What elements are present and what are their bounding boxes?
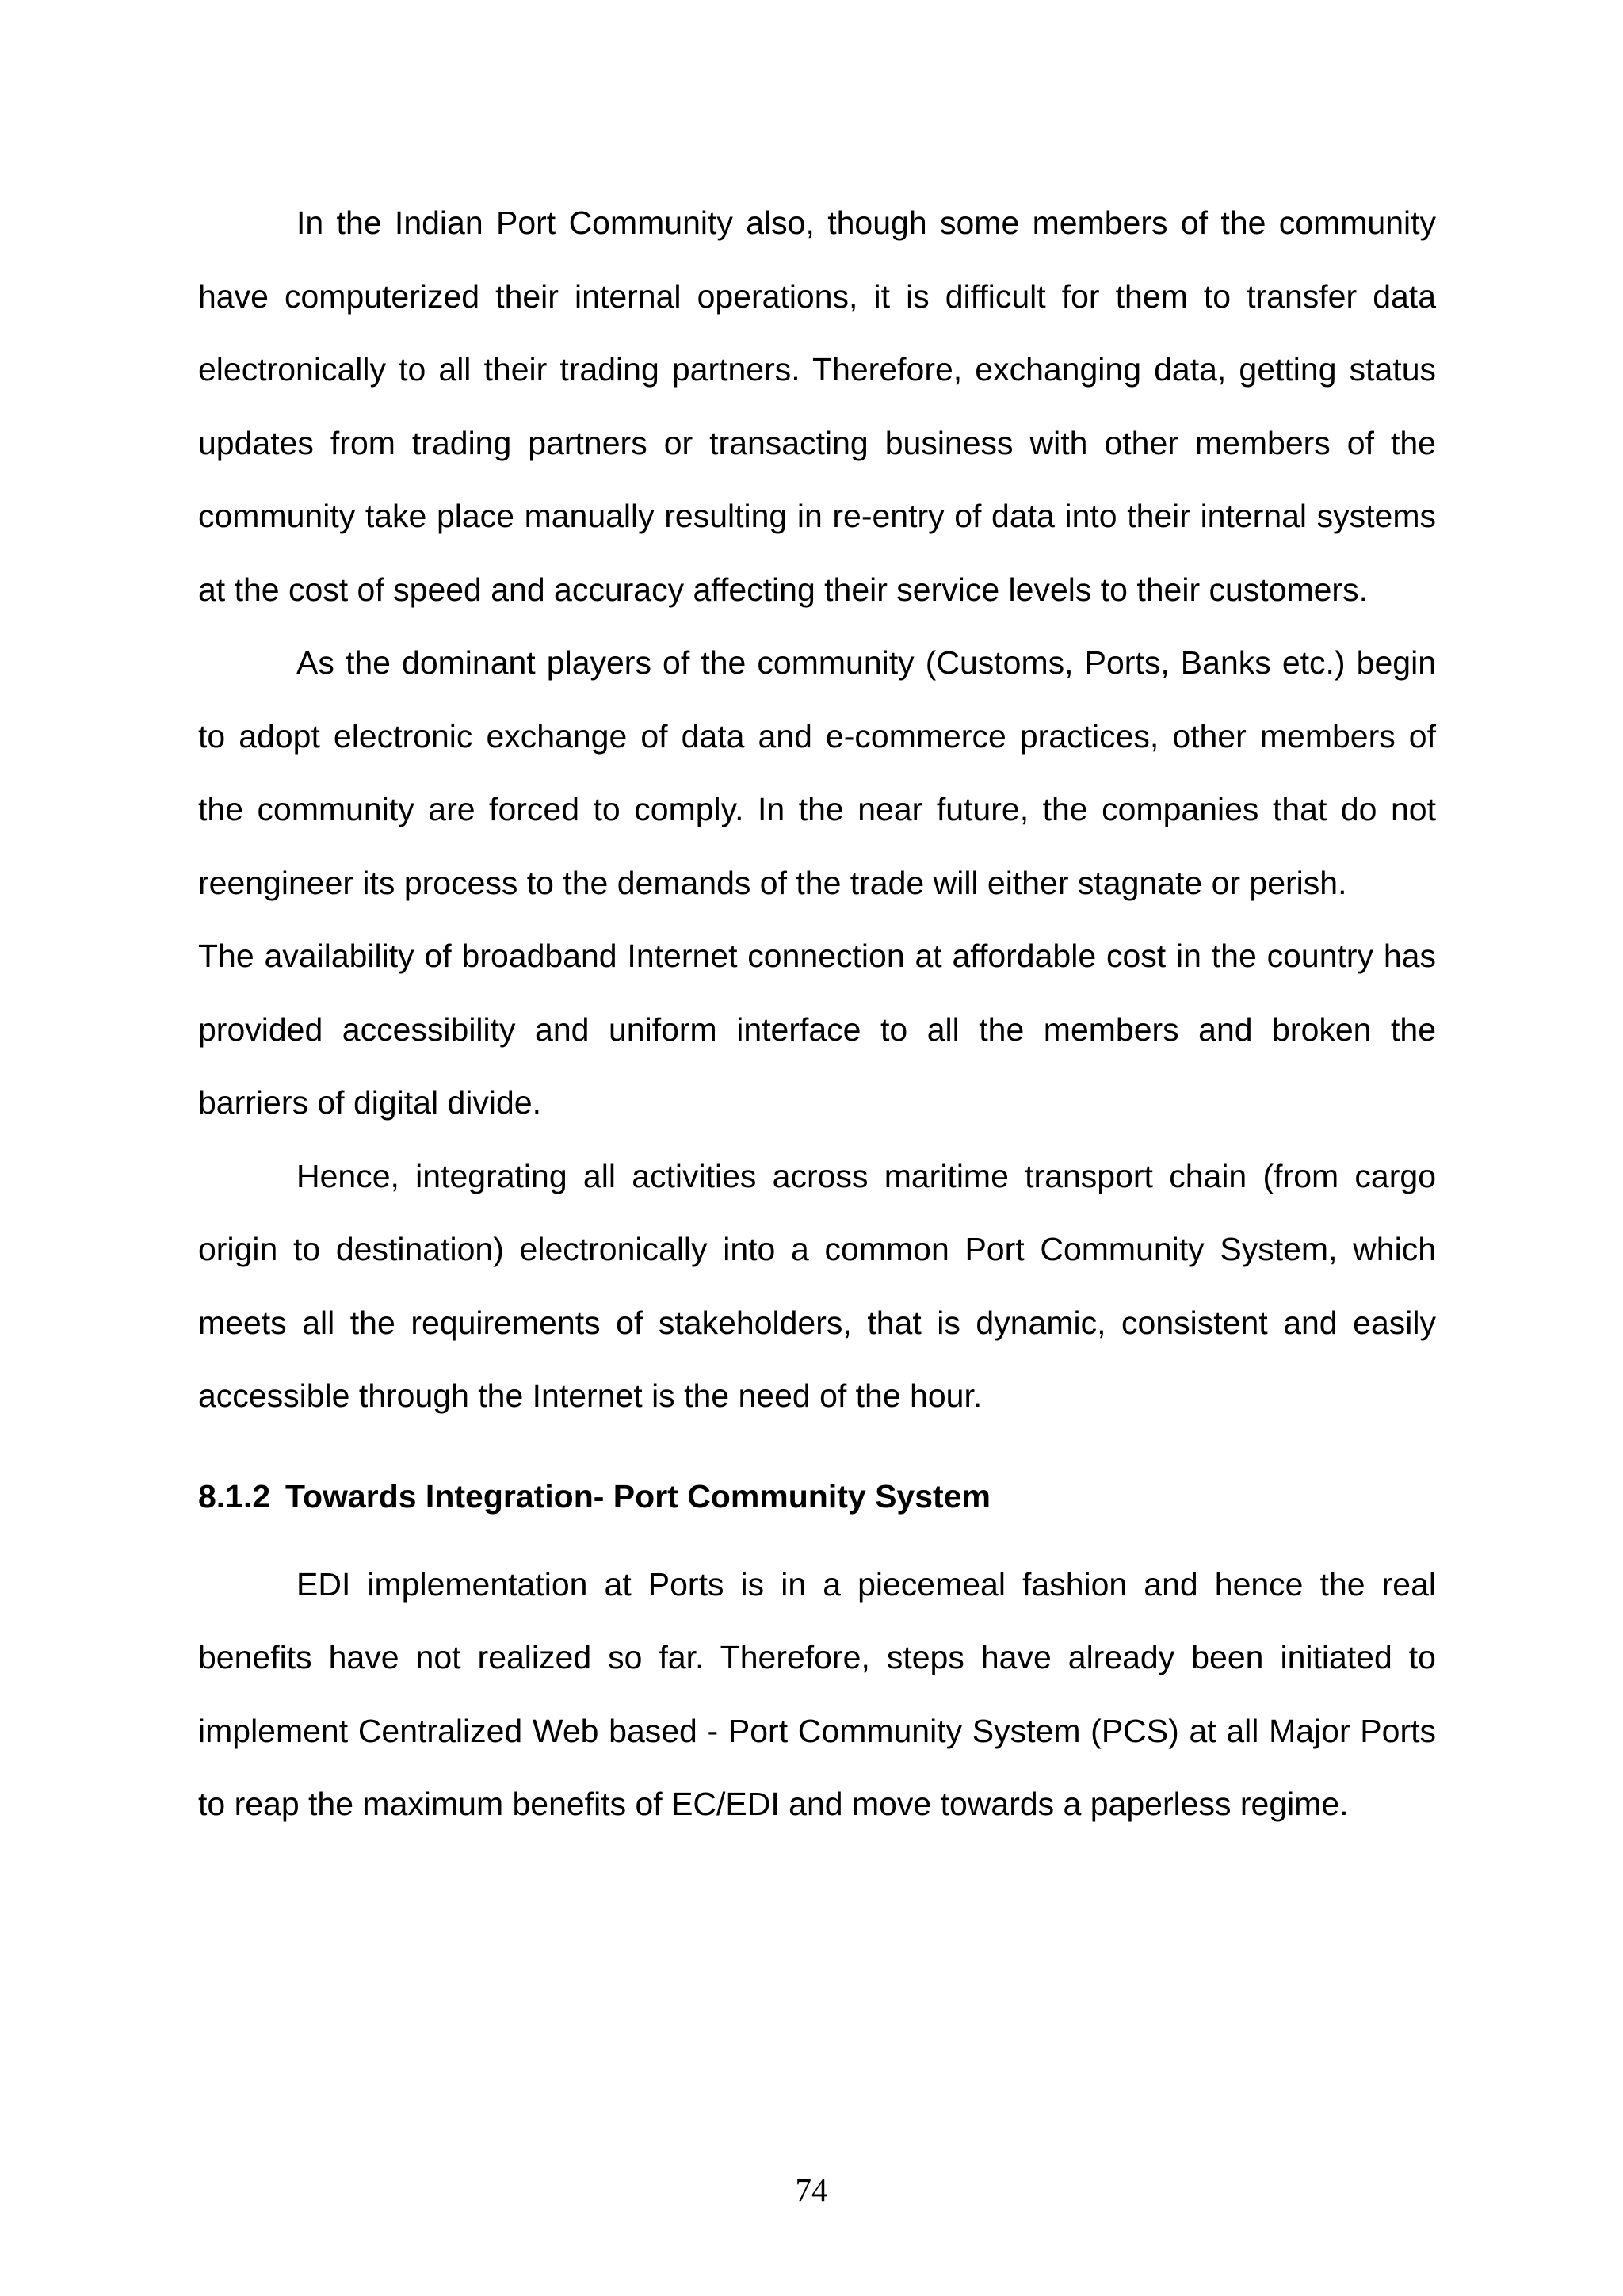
paragraph-broadband-availability: The availability of broadband Internet connection at affordable cost in the country has provided accessibility and uniform interface to all the members and broken the barriers of digital divide. [198,938,1436,1121]
section-heading [198,1477,1436,1516]
page-number: 74 [795,2172,828,2208]
paragraph-integration-need: Hence, integrating all activities across maritime transport chain (from cargo origin to destination) electronically into a common Port Community System, which meets all the requirements of stakeholders, that is dynamic, consistent and easily accessible through the Internet is the need of the hour. [198,1157,1436,1414]
section-number: 8.1.2 [198,1477,271,1515]
paragraph-edi-implementation: EDI implementation at Ports is in a piecemeal fashion and hence the real benefits have not realized so far. Therefore, steps have already been initiated to implement Centralized Web based - Port Community System (PCS) at all Major Ports to reap the maximum benefits of EC/EDI and move towards a paperless regime. [198,1565,1436,1822]
document-page [198,186,1436,1841]
paragraph-indian-port-community: In the Indian Port Community also, though some members of the community have computerized their internal operations, it is difficult for them to transfer data electronically to all their trading partners. Therefore, exchanging data, getting status updates from trading partners or transacting business with other members of the community take place manually resulting in re-entry of data into their internal systems at the cost of speed and accuracy affecting their service levels to their customers. [198,204,1436,608]
section-title: Towards Integration- Port Community System [285,1477,991,1515]
paragraph-dominant-players: As the dominant players of the community (Customs, Ports, Banks etc.) begin to adopt electronic exchange of data and e-commerce practices, other members of the community are forced to comply. In the near future, the companies that do not reengineer its process to the demands of the trade will either stagnate or perish. [198,644,1436,901]
section-spacer [198,1433,1436,1477]
